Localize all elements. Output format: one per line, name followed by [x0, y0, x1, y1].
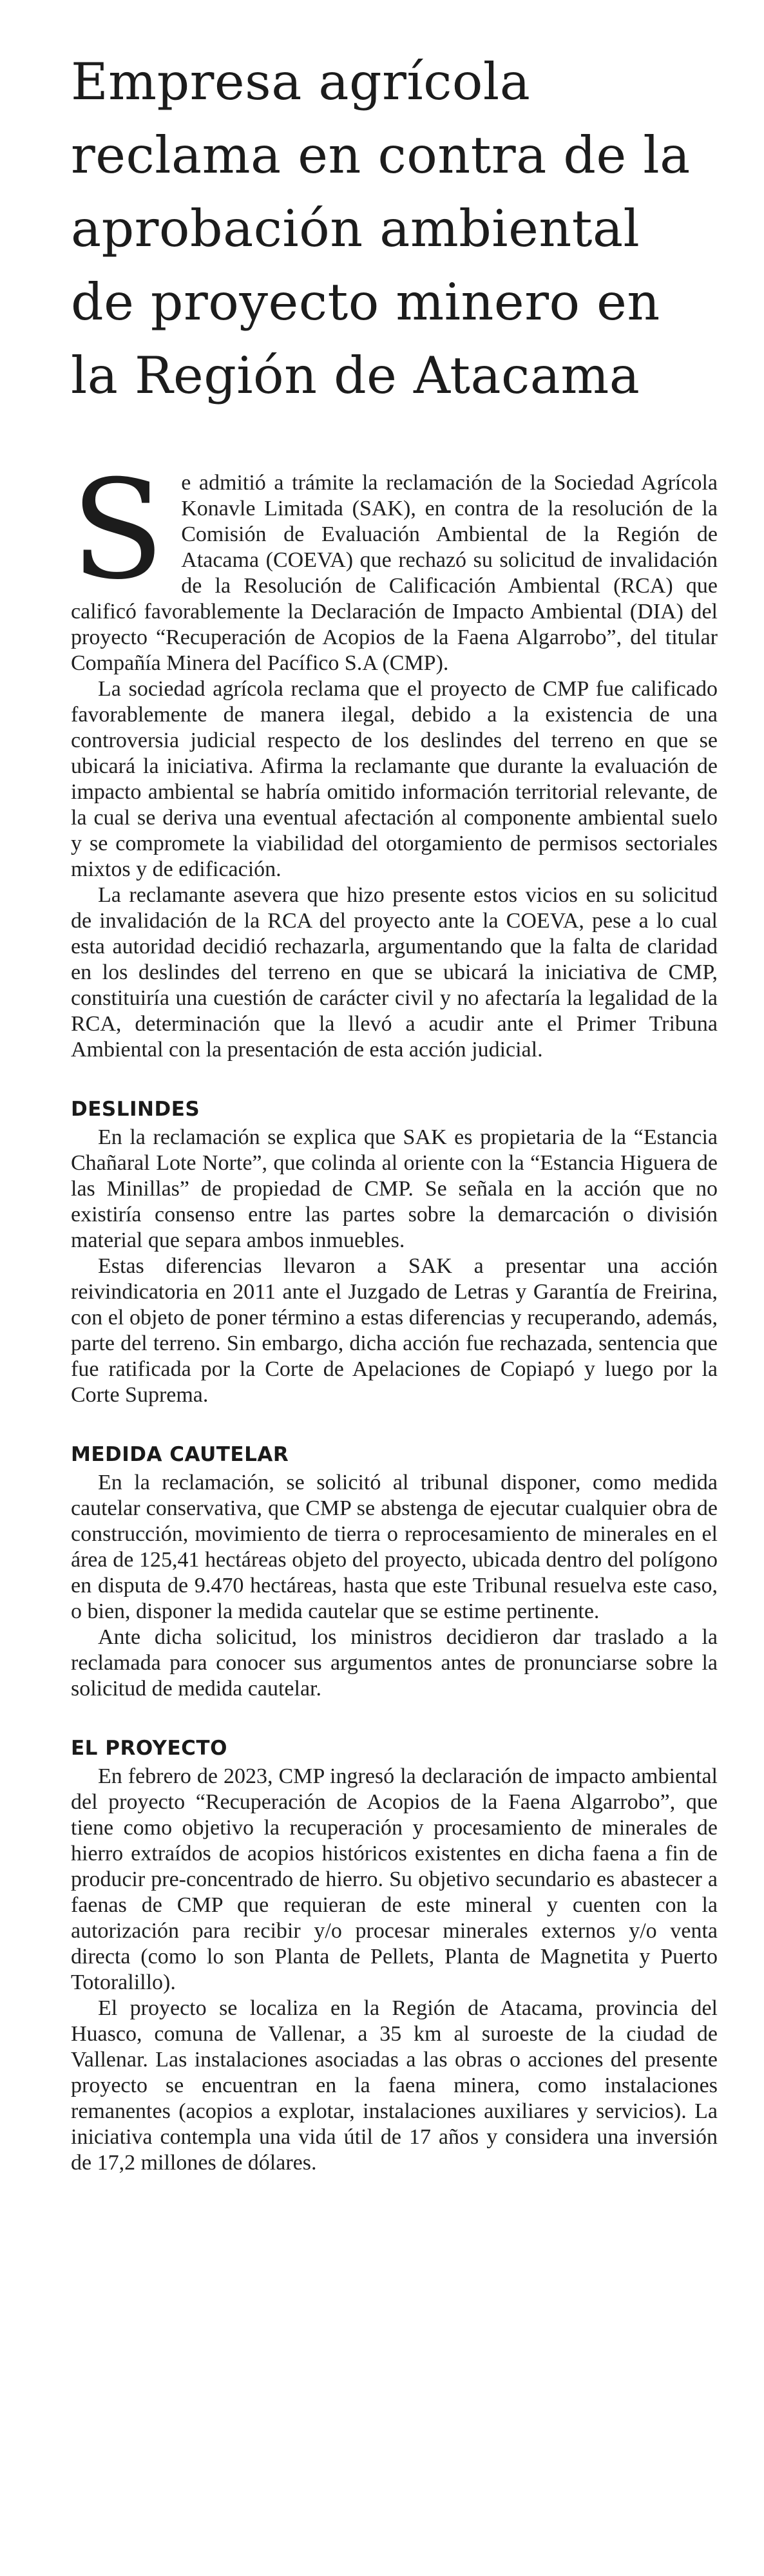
intro-paragraph-text: e admitió a trámite la reclamación de la Sociedad Agrícola Konavle Limitada (SAK), en contra de la resolución de la Comisión de Evaluación Ambiental de la Región de Atacama (COEVA) que rechazó su solicitud de invalidación de la Resolución de Calificación Ambiental (RCA) que calificó favorablemente la Declaración de Impacto Ambiental (DIA) del proyecto “Recuperación de Acopios de la Faena Algarrobo”, del titular Compañía Minera del Pacífico S.A (CMP). [71, 471, 718, 675]
intro-paragraph [71, 450, 718, 676]
body-paragraph: La sociedad agrícola reclama que el proyecto de CMP fue calificado favorablemente de manera ilegal, debido a la existencia de una controversia judicial respecto de los deslindes del terreno en que se ubicará la iniciativa. Afirma la reclamante que durante la evaluación de impacto ambiental se habría omitido información territorial relevante, de la cual se deriva una eventual afectación al componente ambiental suelo y se compromete la viabilidad del otorgamiento de permisos sectoriales mixtos y de edificación. [71, 677, 718, 881]
section-heading-medida-cautelar: MEDIDA CAUTELAR [71, 1443, 289, 1466]
body-paragraph: Ante dicha solicitud, los ministros decidieron dar traslado a la reclamada para conocer sus argumentos antes de pronunciarse sobre la solicitud de medida cautelar. [71, 1625, 718, 1701]
body-paragraph: Estas diferencias llevaron a SAK a presentar una acción reivindicatoria en 2011 ante el Juzgado de Letras y Garantía de Freirina, con el objeto de poner término a estas diferencias y recuperando, además, parte del terreno. Sin embargo, dicha acción fue rechazada, sentencia que fue ratificada por la Corte de Apelaciones de Copiapó y luego por la Corte Suprema. [71, 1254, 718, 1407]
drop-cap: S [71, 450, 165, 609]
body-paragraph: En febrero de 2023, CMP ingresó la declaración de impacto ambiental del proyecto “Recuperación de Acopios de la Faena Algarrobo”, que tiene como objetivo la recuperación y procesamiento de minerales de hierro extraídos de acopios históricos existentes en dicha faena a fin de producir pre-concentrado de hierro. Su objetivo secundario es abastecer a faenas de CMP que requieran de este mineral y cuenten con la autorización para recibir y/o procesar minerales externos y/o venta directa (como lo son Planta de Pellets, Planta de Magnetita y Puerto Totoralillo). [71, 1764, 718, 1994]
body-paragraph: En la reclamación se explica que SAK es propietaria de la “Estancia Chañaral Lote Norte”, que colinda al oriente con la “Estancia Higuera de las Minillas” de propiedad de CMP. Se señala en la acción que no existiría consenso entre las partes sobre la demarcación o división material que separa ambos inmuebles. [71, 1125, 718, 1252]
body-paragraph: La reclamante asevera que hizo presente estos vicios en su solicitud de invalidación de la RCA del proyecto ante la COEVA, pese a lo cual esta autoridad decidió rechazarla, argumentando que la falta de claridad en los deslindes del terreno en que se ubicará la iniciativa de CMP, constituiría una cuestión de carácter civil y no afectaría la legalidad de la RCA, determinación que la llevó a acudir ante el Primer Tribuna Ambiental con la presentación de esta acción judicial. [71, 883, 718, 1062]
body-paragraph: En la reclamación, se solicitó al tribunal disponer, como medida cautelar conservativa, que CMP se abstenga de ejecutar cualquier obra de construcción, movimiento de tierra o reprocesamiento de minerales en el área de 125,41 hectáreas objeto del proyecto, ubicada dentro del polígono en disputa de 9.470 hectáreas, hasta que este Tribunal resuelva este caso, o bien, disponer la medida cautelar que se estime pertinente. [71, 1471, 718, 1623]
section-heading-deslindes: DESLINDES [71, 1098, 200, 1121]
body-paragraph: El proyecto se localiza en la Región de Atacama, provincia del Huasco, comuna de Vallenar, a 35 km al suroeste de la ciudad de Vallenar. Las instalaciones asociadas a las obras o acciones del presente proyecto se encuentran en la faena minera, como instalaciones remanentes (acopios a explotar, instalaciones auxiliares y servicios). La iniciativa contempla una vida útil de 17 años y considera una inversión de 17,2 millones de dólares. [71, 1996, 718, 2175]
article-headline: Empresa agrícola reclama en contra de la aprobación ambiental de proyecto minero en la Región de Atacama [71, 52, 691, 405]
section-heading-el-proyecto: EL PROYECTO [71, 1737, 227, 1760]
article-body [71, 450, 718, 2176]
